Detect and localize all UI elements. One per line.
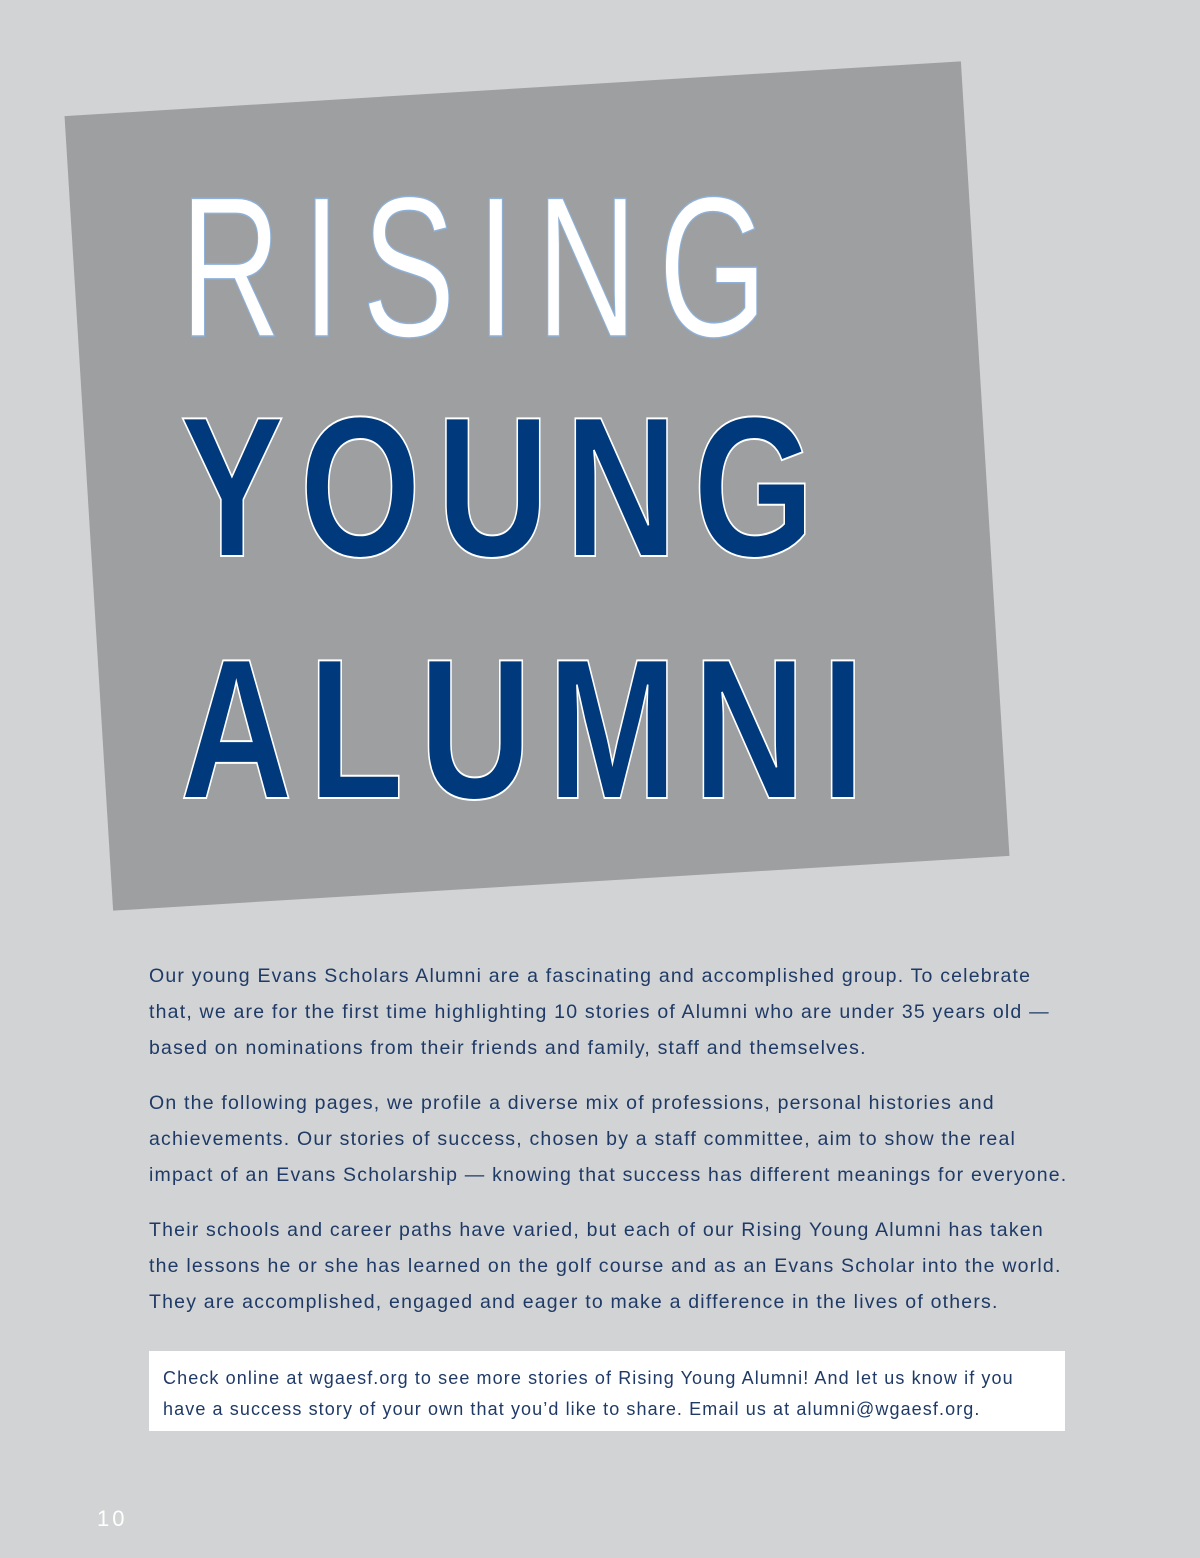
intro-paragraph-3: Their schools and career paths have varied, but each of our Rising Young Alumni has taken the lessons he or she has learned on the golf course and as an Evans Scholar into the world. They are accomplished, engaged and eager to make a difference in the lives of others. bbox=[149, 1219, 1062, 1313]
intro-body bbox=[149, 958, 1079, 1339]
online-callout-box bbox=[149, 1351, 1065, 1431]
intro-paragraph-1: Our young Evans Scholars Alumni are a fascinating and accomplished group. To celebrate that, we are for the first time highlighting 10 stories of Alumni who are under 35 years old — based on nominations from their friends and family, staff and themselves. bbox=[149, 965, 1050, 1059]
title-alumni: ALUMNI bbox=[180, 618, 881, 841]
title-young: YOUNG bbox=[180, 376, 831, 599]
title-rising: RISING bbox=[180, 156, 789, 379]
page-number: 10 bbox=[97, 1506, 128, 1531]
online-callout-text: Check online at wgaesf.org to see more stories of Rising Young Alumni! And let us know if you have a success story of your own that you’d like to share. Email us at alumni@wgaesf.org. bbox=[163, 1368, 1014, 1419]
intro-paragraph-2: On the following pages, we profile a diverse mix of professions, personal histories and achievements. Our stories of success, chosen by a staff committee, aim to show the real impact of an Evans Scholarship — knowing that success has different meanings for everyone. bbox=[149, 1092, 1068, 1186]
